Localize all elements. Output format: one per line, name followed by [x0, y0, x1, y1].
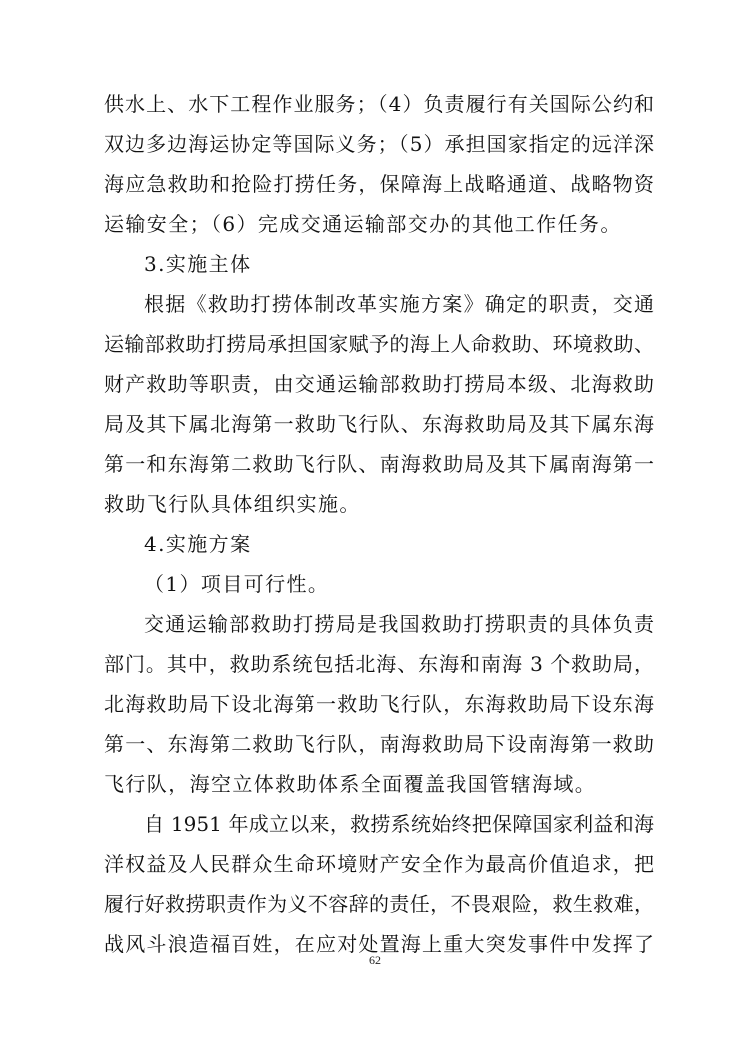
text-line: 局及其下属北海第一救助飞行队、东海救助局及其下属东海 — [104, 412, 654, 436]
text-line: （1）项目可行性。 — [144, 572, 330, 596]
text-line: 第一、东海第二救助飞行队，南海救助局下设南海第一救助 — [104, 732, 654, 756]
text-line: 财产救助等职责，由交通运输部救助打捞局本级、北海救助 — [104, 372, 654, 396]
text-line: 自 1951 年成立以来，救捞系统始终把保障国家利益和海 — [144, 812, 654, 836]
text-line: 救助飞行队具体组织实施。 — [104, 492, 361, 516]
text-line: 北海救助局下设北海第一救助飞行队，东海救助局下设东海 — [104, 692, 654, 716]
text-line: 海应急救助和抢险打捞任务，保障海上战略通道、战略物资 — [104, 172, 654, 196]
text-line: 运输部救助打捞局承担国家赋予的海上人命救助、环境救助、 — [104, 332, 654, 356]
text-line: 运输安全；（6）完成交通运输部交办的其他工作任务。 — [104, 212, 622, 236]
page-number: 62 — [369, 953, 381, 967]
text-line: 飞行队，海空立体救助体系全面覆盖我国管辖海域。 — [104, 772, 597, 796]
text-line: 第一和东海第二救助飞行队、南海救助局及其下属南海第一 — [104, 452, 654, 476]
text-line: 战风斗浪造福百姓，在应对处置海上重大突发事件中发挥了 — [104, 932, 654, 956]
text-line: 部门。其中，救助系统包括北海、东海和南海 3 个救助局， — [104, 652, 654, 676]
text-line: 供水上、水下工程作业服务；（4）负责履行有关国际公约和 — [104, 92, 654, 116]
body-text — [104, 84, 654, 964]
text-line: 洋权益及人民群众生命环境财产安全作为最高价值追求，把 — [104, 852, 654, 876]
text-line: 根据《救助打捞体制改革实施方案》确定的职责，交通 — [144, 292, 654, 316]
text-line: 双边多边海运协定等国际义务；（5）承担国家指定的远洋深 — [104, 132, 654, 156]
text-line: 4.实施方案 — [144, 532, 252, 556]
text-line: 履行好救捞职责作为义不容辞的责任，不畏艰险，救生救难， — [104, 892, 654, 916]
text-line: 交通运输部救助打捞局是我国救助打捞职责的具体负责 — [144, 612, 654, 636]
text-line: 3.实施主体 — [144, 252, 252, 276]
